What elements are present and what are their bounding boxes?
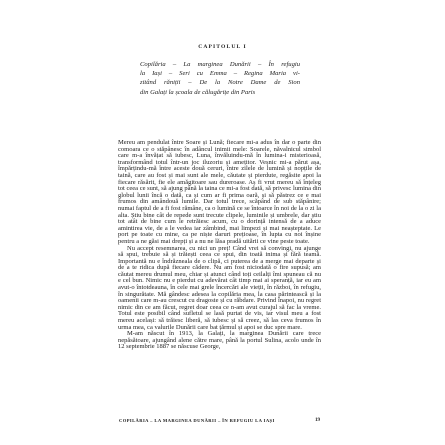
paragraph: Nu accept resemnarea, cu nici un preț! Când vrei să convingi, nu ajunge să spui, trebuie să și trăiești ceea ce spui, din toată inima și fără teamă. Importantă nu e îndrăzneala de o clipă, ci puterea de a merge mai departe și de a te ridica după fiecare cădere. Nu am fost niciodată o fire supusă; am căutat mereu drumul meu, chiar și atunci când toți ceilalți îmi spuneau că nu e cel bun. Nimic nu e pierdut cu adevărat cât timp mai ai speranță, iar eu am avut-o întotdeauna, în cele mai grele încercări ale vieții, în război, în refugiu, în singurătate. Mă gândesc adesea la copilăria mea, la casa părintească și la oamenii care m-au crescut cu dragoste și cu răbdare. Privind înapoi, nu regret nimic din ce am făcut, regret doar ceea ce n-am avut curajul să fac la vreme. Totul este posibil când sufletul se lasă purtat de vis, iar visul meu a fost mereu același: să trăiesc liberă, să iubesc și să creez, să las ceva frumos în urma mea, ca valurile Dunării care bat țărmul și apoi se duc spre mare. xyxy=(118,244,321,331)
running-title: COPILĂRIA – LA MARGINEA DUNĂRII – ÎN REFUGIU LA IAȘI xyxy=(119,418,275,423)
summary-line: Copilăria – La marginea Dunării – În refugiu xyxy=(140,61,300,68)
body-text xyxy=(118,140,321,351)
page-number: 19 xyxy=(315,418,320,423)
chapter-summary xyxy=(140,60,300,97)
summary-line: zitând răniții – De la Notre Dame de Sion xyxy=(140,79,300,87)
chapter-heading: CAPITOLUL I xyxy=(198,44,247,50)
summary-line: la Iași – Seri cu Emma – Regina Maria vi- xyxy=(140,70,300,78)
running-footer xyxy=(119,417,320,425)
summary-line: din Galați la școala de călugărițe din Paris xyxy=(140,88,256,96)
paragraph: Mereu am pendulat între Soare și Lună; fiecare mi-a adus în dar o parte din comoara ce o stăpânesc în adâncul inimii mele: Soarele, năvalnicul simbol care m-a învățat să iubesc, Luna, învăluindu-mă în lumina-i misterioasă, transformând totul într-un joc iluzoriu și amețitor. Veșnic mi-a părut așa, împărțindu-mă între aceste două ceruri, între zilele de lumină și nopțile de taină, care au fost și mai sunt ale mele, căutate și pierdute, regăsite apoi la fiecare răsărit, fie ele amăgitoare sau dureroase. Aș fi vrut mereu să înțeleg tot ceea ce sunt, să ajung până la taina ce mi-a fost dată, să privesc lumina din globul lunii încă o dată, ca și cum ar fi prima oară, și să păstrez ce e mai frumos din amândouă lumile. Dar totul trece, scăpând de sub stăpânire; numai faptul de a fi fost rămâne, ca o lumină ce se întoarce în noi de la o zi la alta. Știu bine cât de repede sunt trecute clipele, luminile și umbrele, dar știu tot atât de bine cum le retrăiesc acum, cu o dorință intensă de a aduce amintirea vie, de a le vedea iar zâmbind, mai limpezi și mai neașteptate. Le port pe toate cu mine, ca pe niște daruri prețioase, în lupta cu noi înșine pentru a ne găsi mai drepți și a nu ne lăsa pradă uitării ce vine peste toate. xyxy=(118,139,321,245)
paragraph: M-am născut în 1913, la Galați, la marginea Dunării care trece nepăsătoare, ajungând alene către mare, până la portul Sulina, acolo unde în 12 septembrie 1887 se născuse George, xyxy=(118,330,321,351)
